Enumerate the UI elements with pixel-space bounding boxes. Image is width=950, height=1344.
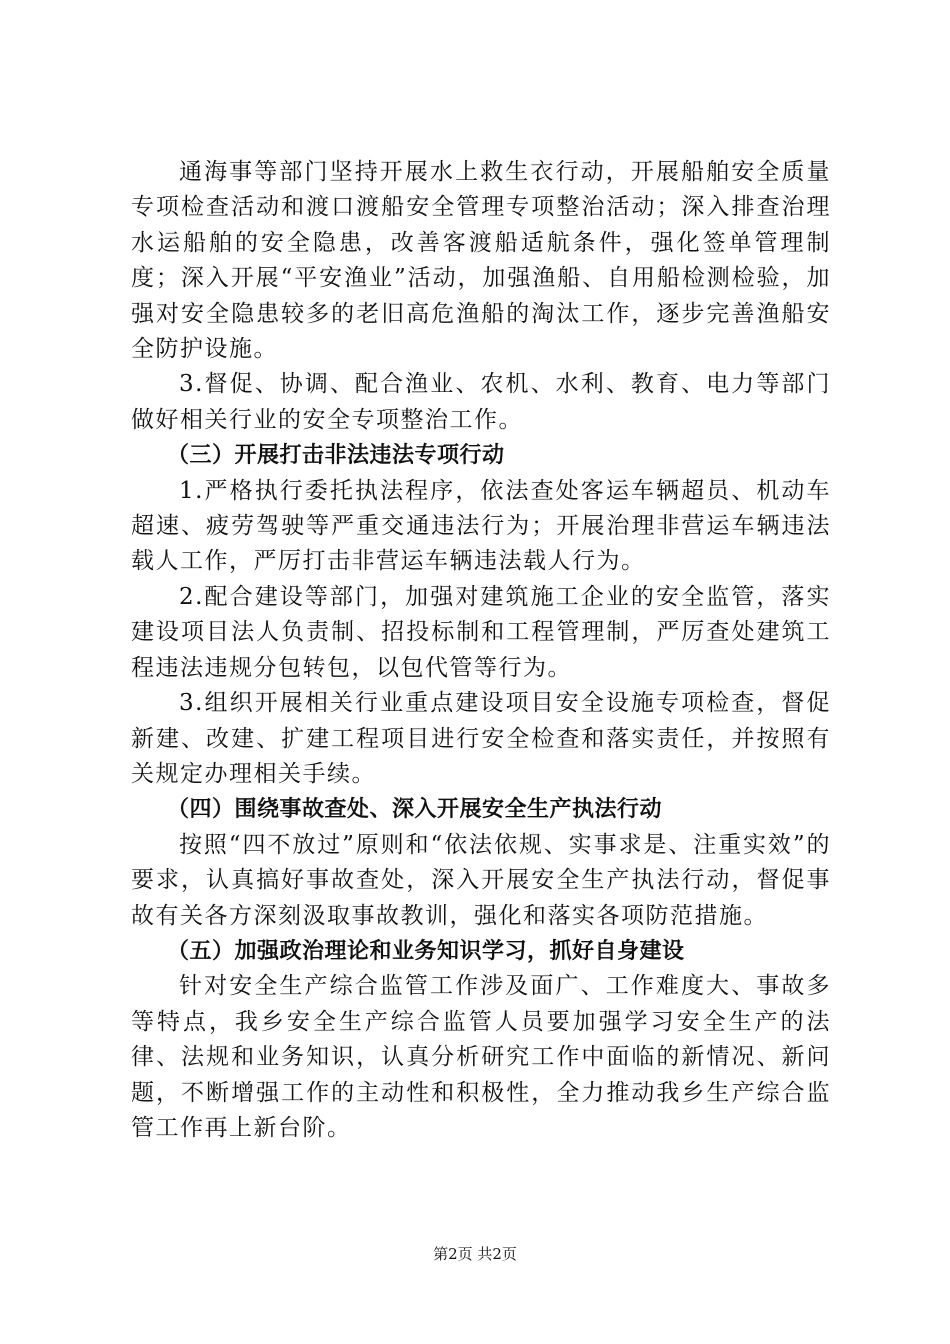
page-number: 第2页 共2页 (433, 1245, 517, 1263)
body-paragraph: 针对安全生产综合监管工作涉及面广、工作难度大、事故多等特点，我乡安全生产综合监管人员要加强学习安全生产的法律、法规和业务知识，认真分析研究工作中面临的新情况、新问题，不断增强工作的主动性和积极性，全力推动我乡生产综合监管工作再上新台阶。 (131, 973, 831, 1141)
body-paragraph: 按照“四不放过”原则和“依法依规、实事求是、注重实效”的要求，认真搞好事故查处，深入开展安全生产执法行动，督促事故有关各方深刻汲取事故教训，强化和落实各项防范措施。 (131, 831, 831, 929)
body-paragraph: 3.督促、协调、配合渔业、农机、水利、教育、电力等部门做好相关行业的安全专项整治工作。 (131, 371, 831, 433)
document-body (131, 155, 831, 1146)
body-paragraph: 3.组织开展相关行业重点建设项目安全设施专项检查，督促新建、改建、扩建工程项目进行安全检查和落实责任，并按照有关规定办理相关手续。 (131, 690, 831, 787)
section-heading: （五）加强政治理论和业务知识学习，抓好自身建设 (167, 938, 685, 964)
page-footer (0, 1244, 950, 1264)
body-paragraph: 通海事等部门坚持开展水上救生衣行动，开展船舶安全质量专项检查活动和渡口渡船安全管理专项整治活动；深入排查治理水运船舶的安全隐患，改善客渡船适航条件，强化签单管理制度；深入开展“平安渔业”活动，加强渔船、自用船检测检验，加强对安全隐患较多的老旧高危渔船的淘汰工作，逐步完善渔船安全防护设施。 (131, 159, 831, 363)
section-heading: （四）围绕事故查处、深入开展安全生产执法行动 (167, 797, 663, 823)
section-heading: （三）开展打击非法违法专项行动 (167, 443, 505, 469)
body-paragraph: 2.配合建设等部门，加强对建筑施工企业的安全监管，落实建设项目法人负责制、招投标制和工程管理制，严厉查处建筑工程违法违规分包转包，以包代管等行为。 (131, 583, 831, 681)
body-paragraph: 1.严格执行委托执法程序，依法查处客运车辆超员、机动车超速、疲劳驾驶等严重交通违法行为；开展治理非营运车辆违法载人工作，严厉打击非营运车辆违法载人行为。 (131, 477, 831, 575)
